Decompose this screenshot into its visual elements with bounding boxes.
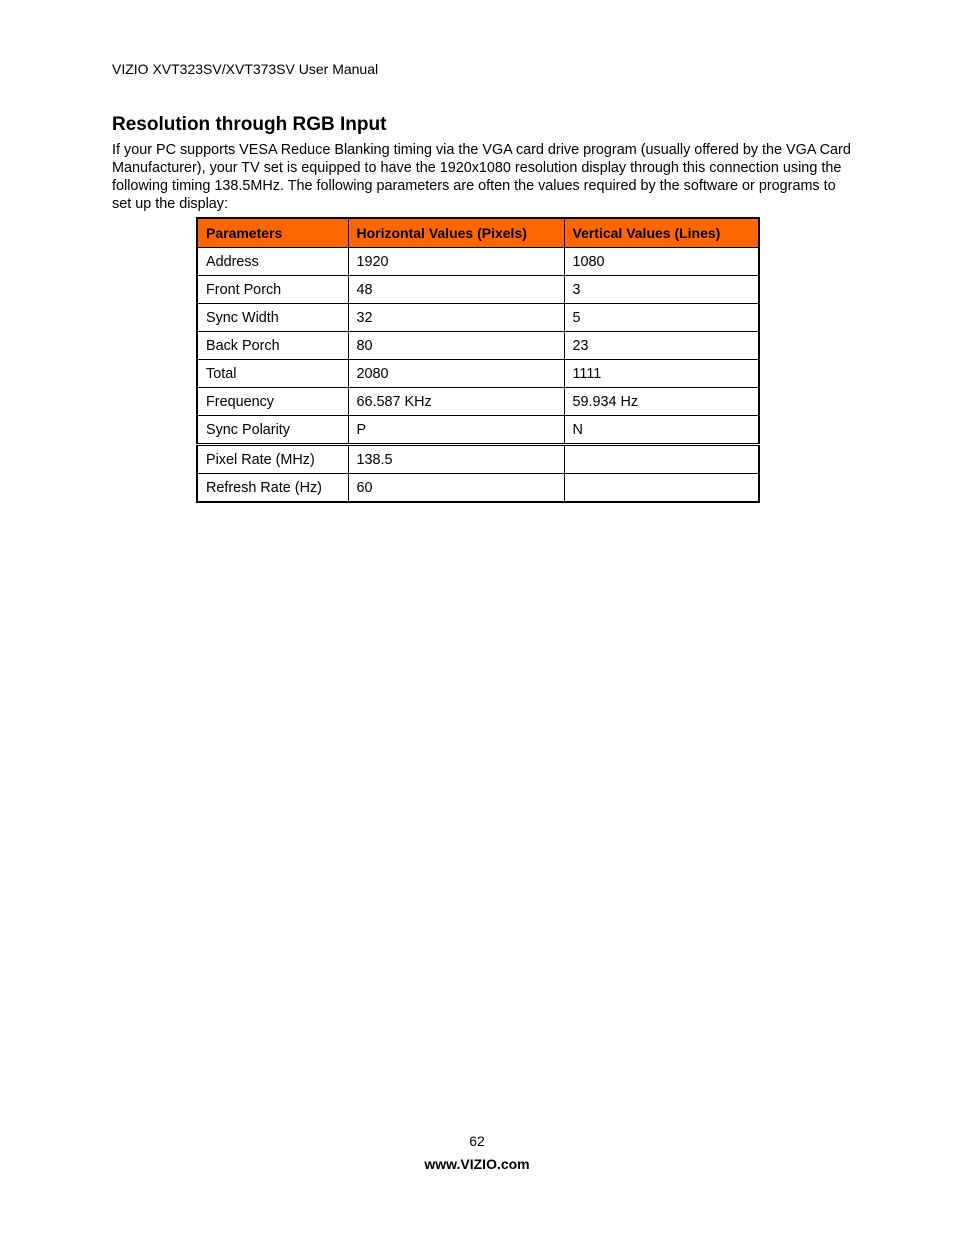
- table-row: [197, 416, 759, 445]
- column-header-vertical: Vertical Values (Lines): [564, 218, 759, 248]
- table-cell: Pixel Rate (MHz): [197, 445, 348, 474]
- table-row: [197, 388, 759, 416]
- table-row: [197, 248, 759, 276]
- table-cell: 32: [348, 304, 564, 332]
- running-header: VIZIO XVT323SV/XVT373SV User Manual: [112, 61, 379, 77]
- table-cell: 23: [564, 332, 759, 360]
- table-cell: P: [348, 416, 564, 445]
- table-cell: 66.587 KHz: [348, 388, 564, 416]
- table-row: [197, 445, 759, 474]
- table-cell: 5: [564, 304, 759, 332]
- table-cell: 1111: [564, 360, 759, 388]
- table-cell: 59.934 Hz: [564, 388, 759, 416]
- column-header-horizontal: Horizontal Values (Pixels): [348, 218, 564, 248]
- table-cell: Address: [197, 248, 348, 276]
- column-header-parameters: Parameters: [197, 218, 348, 248]
- table-cell: Sync Width: [197, 304, 348, 332]
- table-cell: 80: [348, 332, 564, 360]
- table-cell: 3: [564, 276, 759, 304]
- table-cell: Sync Polarity: [197, 416, 348, 445]
- table-cell: N: [564, 416, 759, 445]
- table-cell: 1920: [348, 248, 564, 276]
- footer-url: www.VIZIO.com: [424, 1156, 530, 1172]
- section-title: Resolution through RGB Input: [112, 114, 387, 135]
- table-cell: Total: [197, 360, 348, 388]
- table-row: [197, 360, 759, 388]
- table-cell: 48: [348, 276, 564, 304]
- page-number: 62: [469, 1133, 485, 1149]
- table-row: [197, 332, 759, 360]
- timing-table: [196, 217, 760, 503]
- table-cell: Back Porch: [197, 332, 348, 360]
- table-header-row: [197, 218, 759, 248]
- table-cell: 1080: [564, 248, 759, 276]
- intro-paragraph: If your PC supports VESA Reduce Blanking timing via the VGA card drive program (usually offered by the VGA Card Manufacturer), your TV set is equipped to have the 1920x1080 resolution display through this connection using the following timing 138.5MHz. The following parameters are often the values required by the software or programs to set up the display:: [112, 142, 851, 212]
- table-cell: Frequency: [197, 388, 348, 416]
- table-cell: [564, 474, 759, 503]
- table-cell: 60: [348, 474, 564, 503]
- table-cell: 2080: [348, 360, 564, 388]
- table-cell: [564, 445, 759, 474]
- table-cell: 138.5: [348, 445, 564, 474]
- table-cell: Front Porch: [197, 276, 348, 304]
- table-cell: Refresh Rate (Hz): [197, 474, 348, 503]
- table-row: [197, 474, 759, 503]
- table-row: [197, 304, 759, 332]
- table-row: [197, 276, 759, 304]
